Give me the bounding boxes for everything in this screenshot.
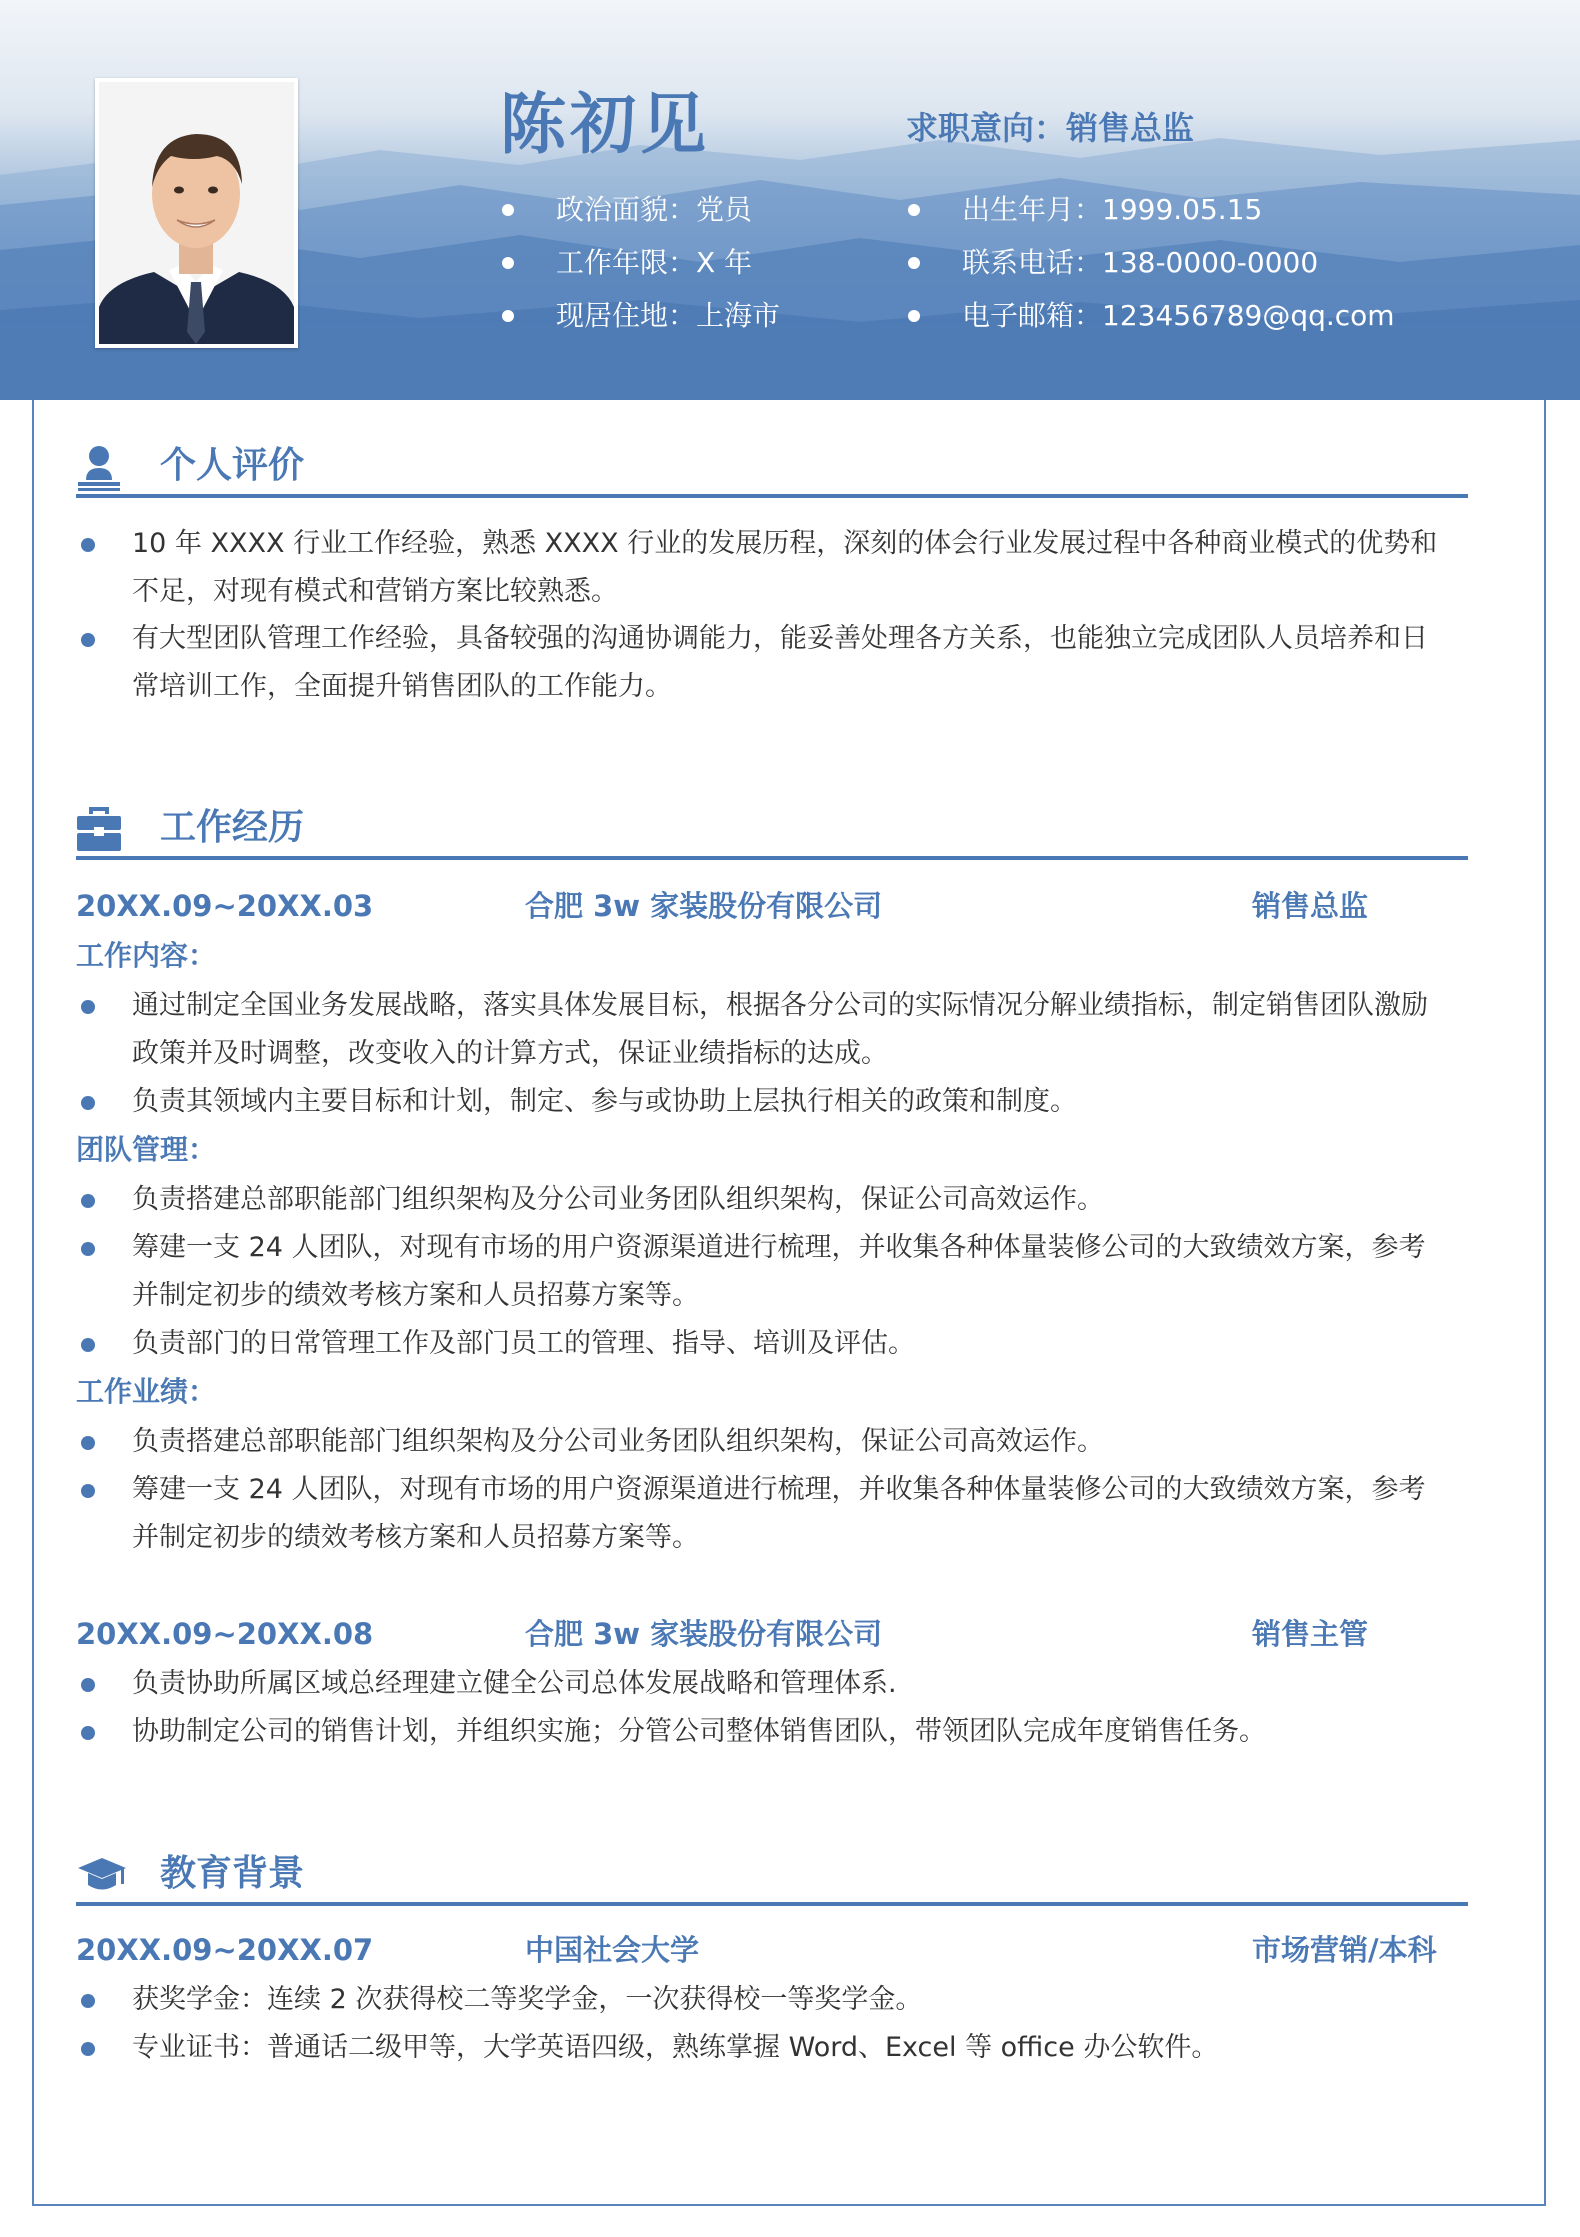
group-label: 团队管理：	[76, 1133, 217, 1166]
item-text-line: 协助制定公司的销售计划，并组织实施；分管公司整体销售团队，带领团队完成年度销售任务。	[132, 1716, 1266, 1747]
info-item	[500, 296, 780, 349]
group-label: 工作内容：	[76, 939, 217, 972]
graduation-cap-icon	[76, 1852, 128, 1900]
section-header-education	[76, 1848, 1468, 1906]
job-company: 合肥 3w 家装股份有限公司	[525, 889, 883, 923]
item-text-line: 有大型团队管理工作经验，具备较强的沟通协调能力，能妥善处理各方关系，也能独立完成团队人员培养和日	[132, 623, 1428, 654]
item-text-line: 负责搭建总部职能部门组织架构及分公司业务团队组织架构，保证公司高效运作。	[132, 1184, 1104, 1215]
info-text: 联系电话：138-0000-0000	[962, 246, 1319, 279]
list-item	[76, 1320, 1468, 1368]
job-company: 合肥 3w 家装股份有限公司	[525, 1617, 883, 1651]
list-item	[76, 520, 1468, 616]
header-banner	[0, 0, 1580, 400]
bullet-dot-icon	[81, 1678, 95, 1692]
job-date: 20XX.09~20XX.08	[76, 1617, 374, 1651]
education-major: 市场营销/本科	[1252, 1933, 1437, 1967]
section-header-work	[76, 802, 1468, 860]
info-text: 现居住地：上海市	[556, 299, 781, 332]
item-text-line: 常培训工作，全面提升销售团队的工作能力。	[132, 671, 672, 702]
info-item	[906, 296, 1395, 349]
list-item	[76, 982, 1468, 1078]
item-text-line: 筹建一支 24 人团队，对现有市场的用户资源渠道进行梳理，并收集各种体量装修公司的大致绩效方案，参考	[132, 1232, 1426, 1263]
job-role: 销售总监	[1252, 889, 1369, 923]
personal-info-left	[500, 190, 780, 349]
list-item	[76, 1976, 1468, 2024]
personal-info-right	[906, 190, 1395, 349]
bullet-dot-icon	[81, 1000, 95, 1014]
avatar	[99, 82, 294, 344]
candidate-name: 陈初见	[500, 86, 710, 163]
list-item	[76, 615, 1468, 711]
bullet-dot-icon	[81, 1194, 95, 1208]
list-item	[76, 1466, 1468, 1562]
bullet-dot-icon	[81, 538, 95, 552]
list-item	[76, 1660, 1468, 1708]
list-item	[76, 1418, 1468, 1466]
briefcase-icon	[76, 806, 122, 854]
section-title: 工作经历	[160, 807, 305, 848]
item-text-line: 获奖学金：连续 2 次获得校二等奖学金，一次获得校一等奖学金。	[132, 1984, 923, 2015]
bullet-dot-icon	[81, 1436, 95, 1450]
bullet-dot-icon	[908, 257, 920, 269]
bullet-dot-icon	[502, 310, 514, 322]
list-item	[76, 1224, 1468, 1320]
job-date: 20XX.09~20XX.03	[76, 889, 374, 923]
job-intent: 求职意向：销售总监	[906, 109, 1195, 147]
education-date: 20XX.09~20XX.07	[76, 1933, 374, 1967]
job-role: 销售主管	[1252, 1617, 1369, 1651]
bullet-dot-icon	[908, 310, 920, 322]
job-header	[76, 1612, 1468, 1656]
section-title: 教育背景	[160, 1853, 305, 1894]
item-text-line: 负责部门的日常管理工作及部门员工的管理、指导、培训及评估。	[132, 1328, 915, 1359]
section-title: 个人评价	[160, 445, 305, 486]
info-text: 出生年月：1999.05.15	[962, 193, 1263, 226]
bullet-dot-icon	[81, 1096, 95, 1110]
user-icon	[76, 444, 122, 492]
bullet-dot-icon	[81, 2042, 95, 2056]
info-item	[906, 243, 1395, 296]
profile-photo	[95, 78, 298, 348]
info-item	[500, 190, 780, 243]
info-text: 电子邮箱：123456789@qq.com	[962, 299, 1395, 332]
list-item	[76, 1708, 1468, 1756]
bullet-dot-icon	[81, 633, 95, 647]
item-text-line: 并制定初步的绩效考核方案和人员招募方案等。	[132, 1522, 699, 1553]
education-header	[76, 1928, 1468, 1972]
bullet-dot-icon	[502, 257, 514, 269]
bullet-dot-icon	[502, 204, 514, 216]
info-text: 工作年限：X 年	[556, 246, 753, 279]
job-header	[76, 884, 1468, 928]
item-text-line: 负责协助所属区域总经理建立健全公司总体发展战略和管理体系.	[132, 1668, 897, 1699]
bullet-dot-icon	[81, 1484, 95, 1498]
bullet-dot-icon	[81, 1726, 95, 1740]
item-text-line: 通过制定全国业务发展战略，落实具体发展目标，根据各分公司的实际情况分解业绩指标，制定销售团队激励	[132, 990, 1428, 1021]
bullet-dot-icon	[81, 1994, 95, 2008]
info-item	[906, 190, 1395, 243]
item-text-line: 并制定初步的绩效考核方案和人员招募方案等。	[132, 1280, 699, 1311]
bullet-dot-icon	[81, 1242, 95, 1256]
bullet-dot-icon	[81, 1338, 95, 1352]
item-text-line: 不足，对现有模式和营销方案比较熟悉。	[132, 576, 618, 607]
info-text: 政治面貌：党员	[556, 193, 753, 226]
list-item	[76, 1176, 1468, 1224]
info-item	[500, 243, 780, 296]
list-item	[76, 1078, 1468, 1126]
bullet-dot-icon	[908, 204, 920, 216]
item-text-line: 10 年 XXXX 行业工作经验，熟悉 XXXX 行业的发展历程，深刻的体会行业发展过程中各种商业模式的优势和	[132, 528, 1438, 559]
item-text-line: 负责其领域内主要目标和计划，制定、参与或协助上层执行相关的政策和制度。	[132, 1086, 1077, 1117]
group-label: 工作业绩：	[76, 1375, 217, 1408]
section-header-profile	[76, 440, 1468, 498]
item-text-line: 政策并及时调整，改变收入的计算方式，保证业绩指标的达成。	[132, 1038, 888, 1069]
education-school: 中国社会大学	[525, 1933, 700, 1967]
item-text-line: 专业证书：普通话二级甲等，大学英语四级，熟练掌握 Word、Excel 等 office 办公软件。	[132, 2032, 1219, 2063]
item-text-line: 筹建一支 24 人团队，对现有市场的用户资源渠道进行梳理，并收集各种体量装修公司的大致绩效方案，参考	[132, 1474, 1426, 1505]
list-item	[76, 2024, 1468, 2072]
item-text-line: 负责搭建总部职能部门组织架构及分公司业务团队组织架构，保证公司高效运作。	[132, 1426, 1104, 1457]
